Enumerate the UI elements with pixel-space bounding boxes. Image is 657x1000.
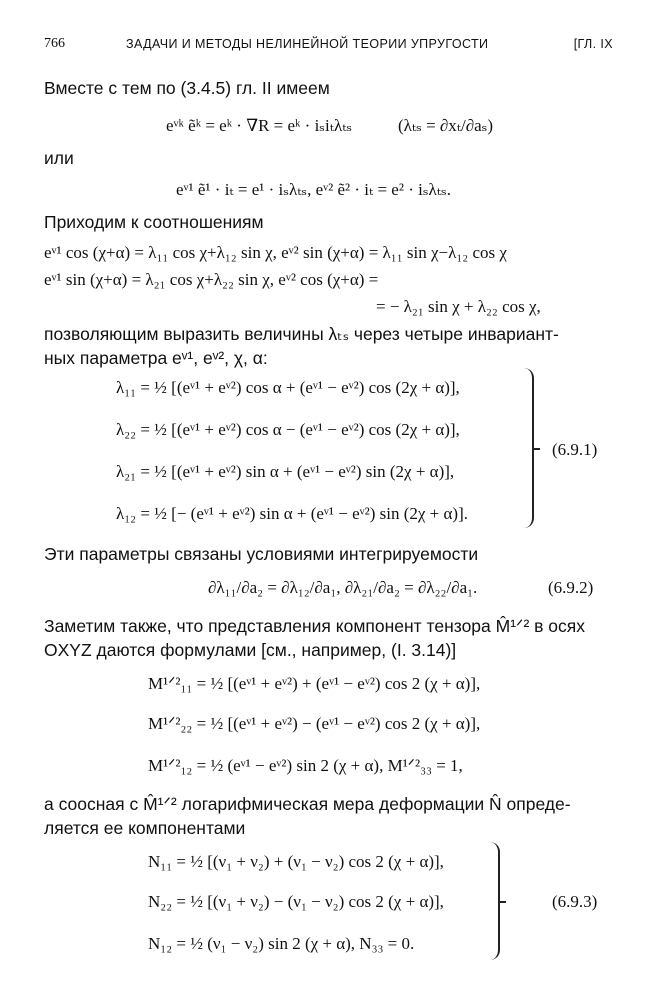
integrability-eq: ∂λ₁₁/∂a₂ = ∂λ₁₂/∂a₁, ∂λ₂₁/∂a₂ = ∂λ₂₂/∂a₁. xyxy=(208,578,478,597)
allowing-text-2: ных параметра eᵛ¹, eᵛ², χ, α: xyxy=(44,348,268,368)
equation-tag-691: (6.9.1) xyxy=(552,440,598,459)
coaxial-text-2: ляется ее компонентами xyxy=(44,818,246,838)
right-brace-693 xyxy=(490,842,500,960)
formula-or: eᵛ¹ ẽ¹ · iₜ = e¹ · iₛλₜₛ, eᵛ² ẽ² · iₜ = e² · iₛλₜₛ. xyxy=(176,180,451,199)
note-text-2: OXYZ даются формулами [см., например, (I. 3.14)] xyxy=(44,640,457,660)
right-brace-691 xyxy=(522,368,534,528)
page-number: 766 xyxy=(44,36,65,51)
coaxial-text-1: а соосная с M̂¹ᐟ² логарифмическая мера деформации N̂ опреде- xyxy=(44,794,571,814)
or-word: или xyxy=(44,148,74,168)
lambda-12-eq: λ₁₂ = ½ [− (eᵛ¹ + eᵛ²) sin α + (eᵛ¹ − eᵛ²) sin (2χ + α)]. xyxy=(116,504,469,523)
n-22-eq: N₂₂ = ½ [(ν₁ + ν₂) − (ν₁ − ν₂) cos 2 (χ + α)], xyxy=(148,892,444,911)
page-header xyxy=(44,36,613,56)
integrability-text: Эти параметры связаны условиями интегрируемости xyxy=(44,544,479,564)
lambda-21-eq: λ₂₁ = ½ [(eᵛ¹ + eᵛ²) sin α + (eᵛ¹ − eᵛ²) sin (2χ + α)], xyxy=(116,462,455,481)
relation-line-2: eᵛ¹ sin (χ+α) = λ₂₁ cos χ+λ₂₂ sin χ, eᵛ² cos (χ+α) = xyxy=(44,270,379,289)
formula-main-note: (λₜₛ = ∂xₜ/∂aₛ) xyxy=(398,116,494,135)
m-11-eq: M¹ᐟ²₁₁ = ½ [(eᵛ¹ + eᵛ²) + (eᵛ¹ − eᵛ²) cos 2 (χ + α)], xyxy=(148,674,481,693)
intro-text: Вместе с тем по (3.4.5) гл. II имеем xyxy=(44,78,330,98)
equation-tag-692: (6.9.2) xyxy=(548,578,594,597)
lambda-11-eq: λ₁₁ = ½ [(eᵛ¹ + eᵛ²) cos α + (eᵛ¹ − eᵛ²) cos (2χ + α)], xyxy=(116,378,460,397)
equation-tag-693: (6.9.3) xyxy=(552,892,598,911)
allowing-text-1: позволяющим выразить величины λₜₛ через четыре инвариант- xyxy=(44,324,559,344)
chapter-label: [ГЛ. IX xyxy=(573,37,613,51)
note-text-1: Заметим также, что представления компонент тензора M̂¹ᐟ² в осях xyxy=(44,616,585,636)
n-11-eq: N₁₁ = ½ [(ν₁ + ν₂) + (ν₁ − ν₂) cos 2 (χ + α)], xyxy=(148,852,444,871)
relation-line-1: eᵛ¹ cos (χ+α) = λ₁₁ cos χ+λ₁₂ sin χ, eᵛ² sin (χ+α) = λ₁₁ sin χ−λ₁₂ cos χ xyxy=(44,243,507,262)
m-12-eq: M¹ᐟ²₁₂ = ½ (eᵛ¹ − eᵛ²) sin 2 (χ + α), M¹ᐟ²₃₃ = 1, xyxy=(148,756,463,775)
n-12-eq: N₁₂ = ½ (ν₁ − ν₂) sin 2 (χ + α), N₃₃ = 0. xyxy=(148,934,415,953)
formula-main: eᵛᵏ ẽᵏ = eᵏ · ∇R = eᵏ · iₛiₜλₜₛ xyxy=(166,116,353,135)
lambda-22-eq: λ₂₂ = ½ [(eᵛ¹ + eᵛ²) cos α − (eᵛ¹ − eᵛ²) cos (2χ + α)], xyxy=(116,420,460,439)
relation-line-3: = − λ₂₁ sin χ + λ₂₂ cos χ, xyxy=(376,297,541,316)
m-22-eq: M¹ᐟ²₂₂ = ½ [(eᵛ¹ + eᵛ²) − (eᵛ¹ − eᵛ²) cos 2 (χ + α)], xyxy=(148,714,481,733)
running-title: ЗАДАЧИ И МЕТОДЫ НЕЛИНЕЙНОЙ ТЕОРИИ УПРУГОСТИ xyxy=(126,37,489,51)
arrive-text: Приходим к соотношениям xyxy=(44,212,264,232)
